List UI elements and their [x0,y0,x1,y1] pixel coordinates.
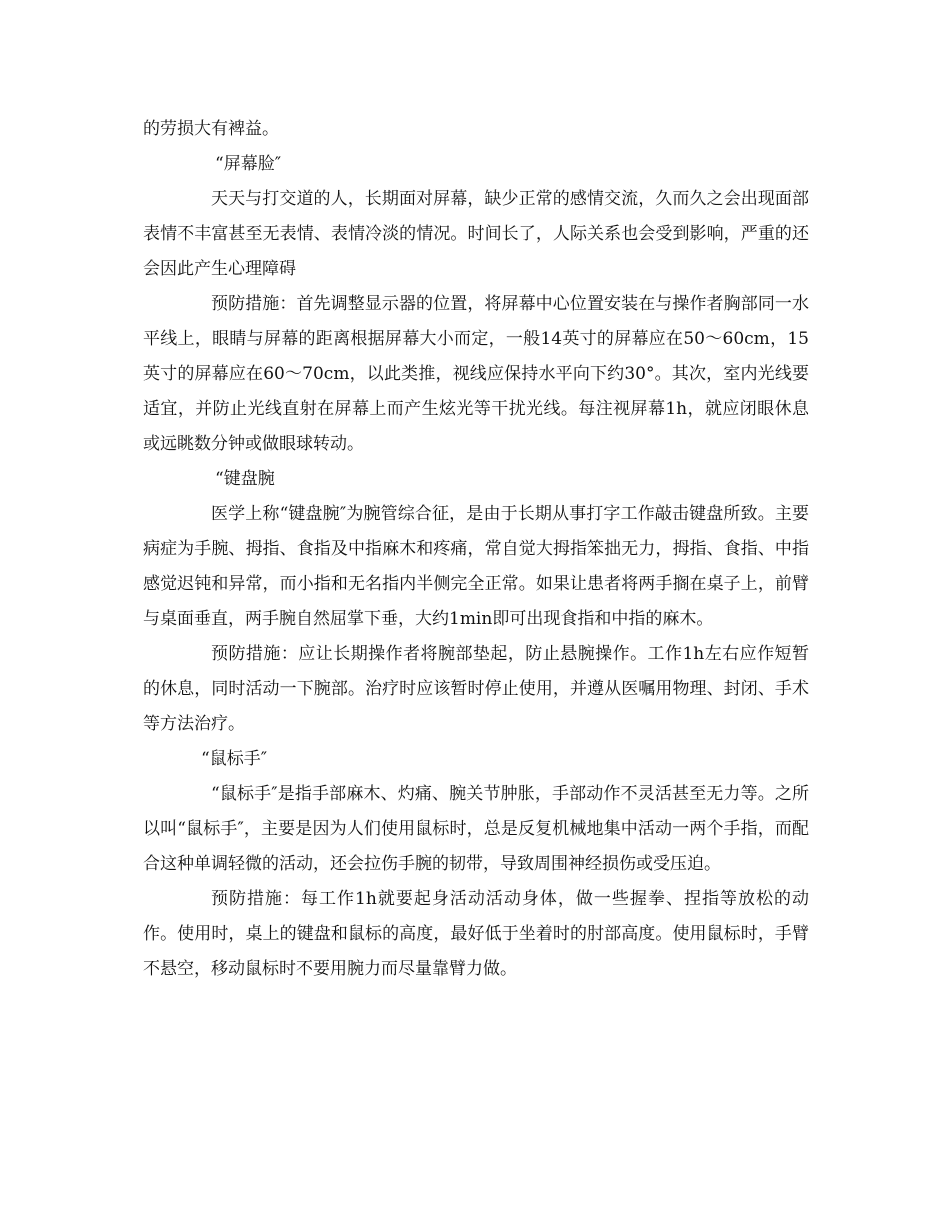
section-heading-mouse-hand: “鼠标手″ [201,749,268,769]
mouse-hand-prevention: 预防措施：每工作1h就要起身活动活动身体，做一些握拳、捏指等放松的动作。使用时，桌上的键盘和鼠标的高度，最好低于坐着时的肘部高度。使用鼠标时，手臂不悬空，移动鼠标时不要用腕力而尽量靠臂力做。 [143,889,809,979]
document-page [143,112,809,987]
keyboard-wrist-prevention: 预防措施：应让长期操作者将腕部垫起，防止悬腕操作。工作1h左右应作短暂的休息，同时活动一下腕部。治疗时应该暂时停止使用，并遵从医嘱用物理、封闭、手术等方法治疗。 [143,644,809,734]
continuation-paragraph: 的劳损大有裨益。 [143,119,279,139]
mouse-hand-description: “鼠标手″是指手部麻木、灼痛、腕关节肿胀，手部动作不灵活甚至无力等。之所以叫“鼠标手″，主要是因为人们使用鼠标时，总是反复机械地集中活动一两个手指，而配合这种单调轻微的活动，还会拉伤手腕的韧带，导致周围神经损伤或受压迫。 [143,784,809,874]
screen-face-description: 天天与打交道的人，长期面对屏幕，缺少正常的感情交流，久而久之会出现面部表情不丰富甚至无表情、表情冷淡的情况。时间长了，人际关系也会受到影响，严重的还会因此产生心理障碍 [143,189,809,279]
keyboard-wrist-description: 医学上称“键盘腕″为腕管综合征，是由于长期从事打字工作敲击键盘所致。主要病症为手腕、拇指、食指及中指麻木和疼痛，常自觉大拇指笨拙无力，拇指、食指、中指感觉迟钝和异常，而小指和无名指内半侧完全正常。如果让患者将两手搁在桌子上，前臂与桌面垂直，两手腕自然屈掌下垂，大约1min即可出现食指和中指的麻木。 [143,504,809,629]
section-heading-keyboard-wrist: “键盘腕 [215,469,275,489]
screen-face-prevention: 预防措施：首先调整显示器的位置，将屏幕中心位置安装在与操作者胸部同一水平线上，眼睛与屏幕的距离根据屏幕大小而定，一般14英寸的屏幕应在50～60cm，15英寸的屏幕应在60～70cm，以此类推，视线应保持水平向下约30°。其次，室内光线要适宜，并防止光线直射在屏幕上而产生炫光等干扰光线。每注视屏幕1h，就应闭眼休息或远眺数分钟或做眼球转动。 [143,294,809,454]
section-heading-screen-face: “屏幕脸″ [215,154,282,174]
